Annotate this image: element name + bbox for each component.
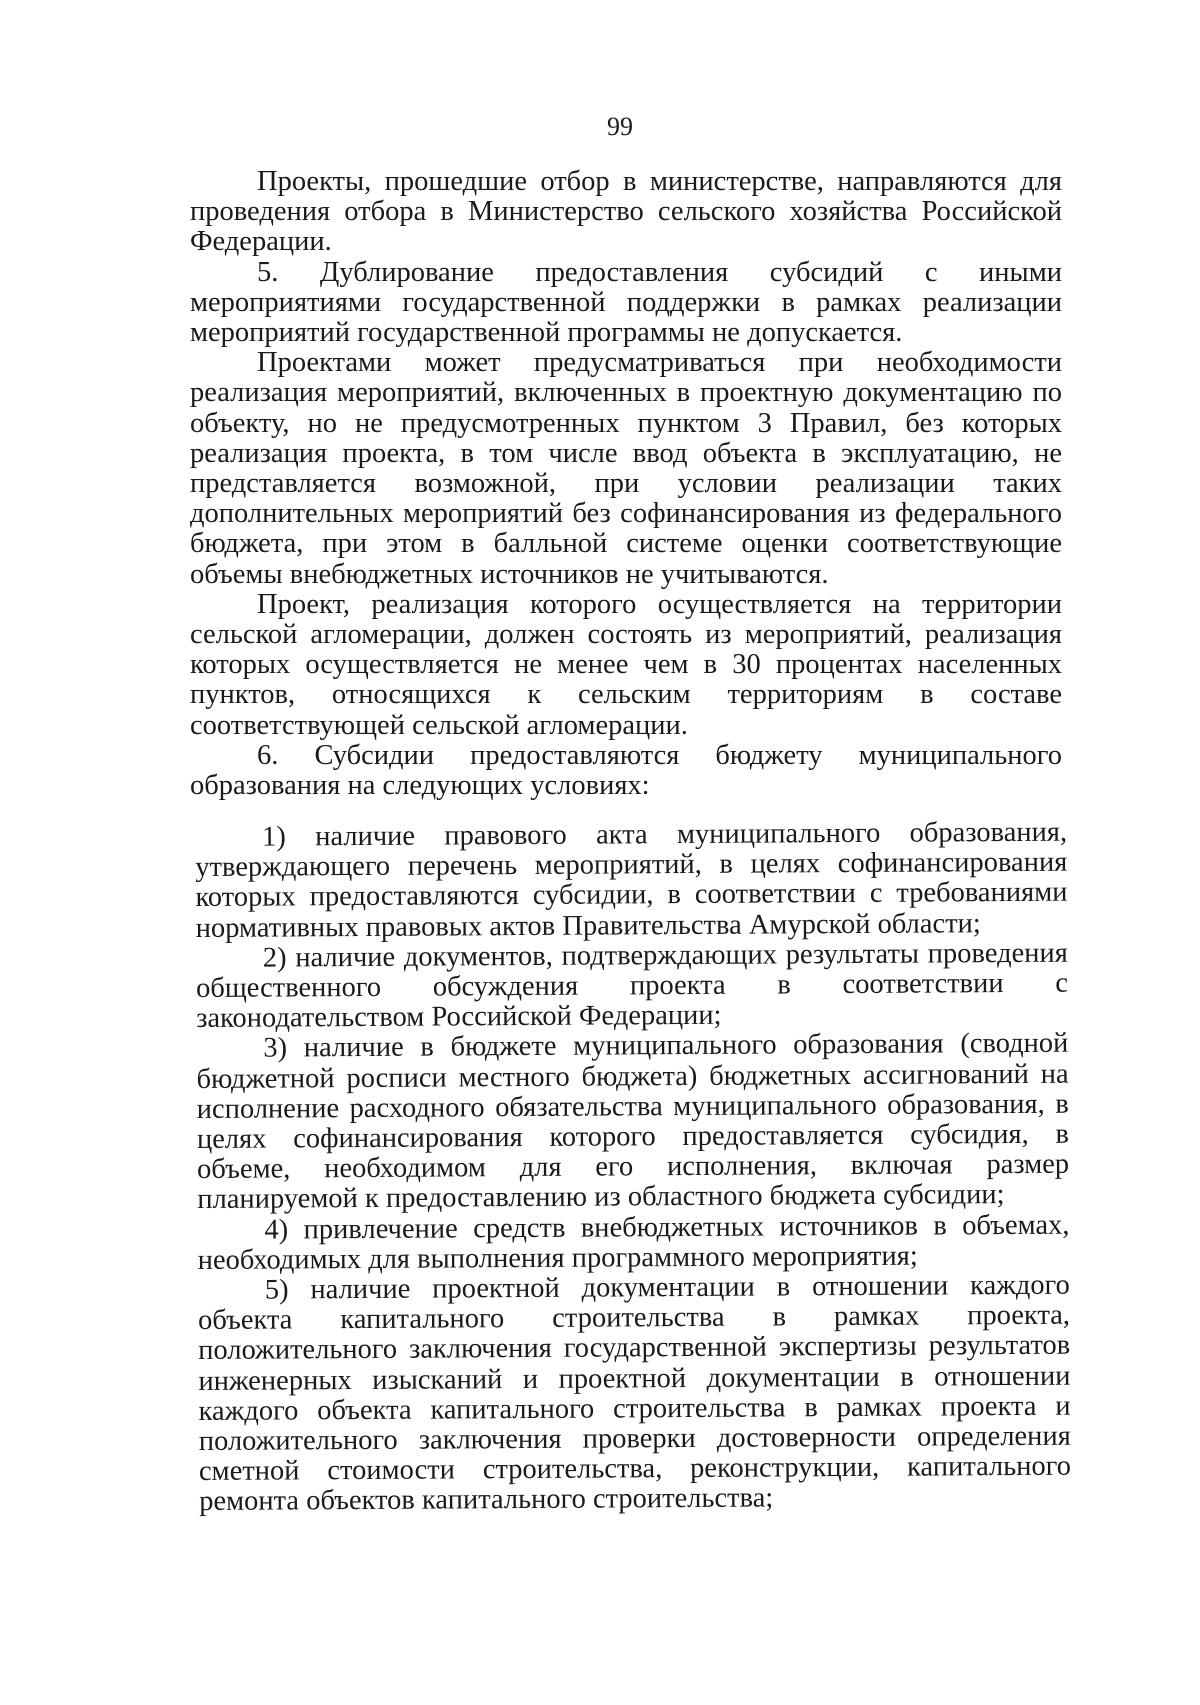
- paragraph-projects-selection: Проекты, прошедшие отбор в министерстве, направляются для проведения отбора в Министерство сельского хозяйства Российской Федерации.: [190, 166, 1062, 258]
- paragraph-additional-measures: Проектами может предусматриваться при необходимости реализация мероприятий, включенных в проектную документацию по объекту, но не предусмотренных пунктом 3 Правил, без которых реализация проекта, в том числе ввод объекта в эксплуатацию, не представляется возможной, при условии реализации таких дополнительных мероприятий без софинансирования из федерального бюджета, при этом в балльной системе оценки соответствующие объемы внебюджетных источников не учитываются.: [190, 347, 1062, 590]
- list-item-condition-1: 1) наличие правового акта муниципального образования, утверждающего перечень мероприятий, в целях софинансирования которых предоставляются субсидии, в соответствии с требованиями нормативных правовых актов Правительства Амурской области;: [195, 816, 1068, 944]
- paragraph-rural-agglomeration: Проект, реализация которого осуществляется на территории сельской агломерации, должен состоять из мероприятий, реализация которых осуществляется не менее чем в 30 процентах населенных пунктов, относящихся к сельским территориям в составе соответствующей сельской агломерации.: [190, 588, 1062, 741]
- document-body-upper: [190, 167, 1062, 801]
- paragraph-item-5: 5. Дублирование предоставления субсидий с иными мероприятиями государственной поддержки в рамках реализации мероприятий государственной программы не допускается.: [190, 256, 1062, 349]
- list-item-condition-4: 4) привлечение средств внебюджетных источников в объемах, необходимых для выполнения программного мероприятия;: [197, 1209, 1070, 1276]
- document-body-lower: [195, 818, 1071, 1518]
- list-item-condition-5: 5) наличие проектной документации в отношении каждого объекта капитального строительства в рамках проекта, положительного заключения государственной экспертизы результатов инженерных изысканий и проектной документации в отношении каждого объекта капитального строительства в рамках проекта и положительного заключения проверки достоверности определения сметной стоимости строительства, реконструкции, капитального ремонта объектов капитального строительства;: [197, 1269, 1072, 1518]
- list-item-condition-3: 3) наличие в бюджете муниципального образования (сводной бюджетной росписи местного бюджета) бюджетных ассигнований на исполнение расходного обязательства муниципального образования, в целях софинансирования которого предоставляется субсидия, в объеме, необходимом для его исполнения, включая размер планируемой к предоставлению из областного бюджета субсидии;: [196, 1028, 1070, 1216]
- list-item-condition-2: 2) наличие документов, подтверждающих результаты проведения общественного обсуждения проекта в соответствии с законодательством Российской Федерации;: [195, 937, 1069, 1035]
- page-number: 99: [607, 112, 633, 141]
- paragraph-item-6: 6. Субсидии предоставляются бюджету муниципального образования на следующих условиях:: [190, 739, 1062, 802]
